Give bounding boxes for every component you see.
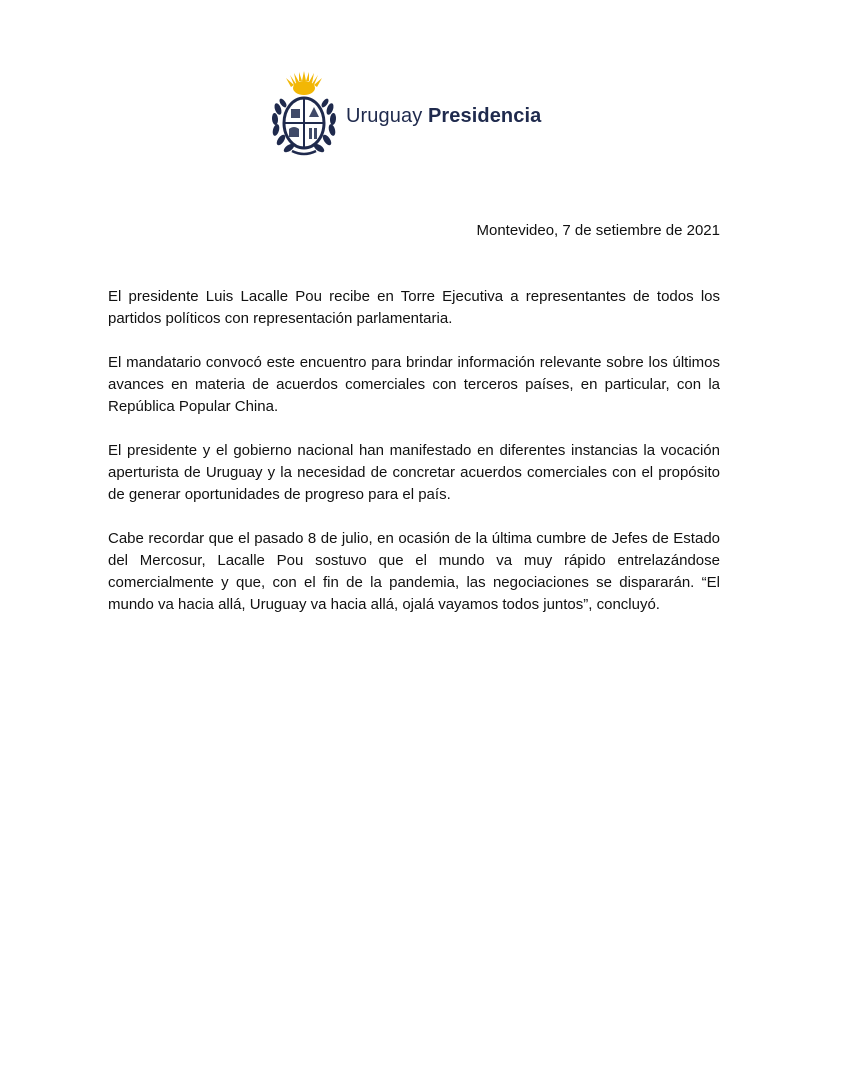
paragraph-2: El mandatario convocó este encuentro para brindar información relevante sobre los últimos avances en materia de acuerdos comerciales con terceros países, en particular, con la República Popular China. xyxy=(108,354,720,415)
brand-name xyxy=(346,105,541,128)
paragraph-1: El presidente Luis Lacalle Pou recibe en Torre Ejecutiva a representantes de todos los partidos políticos con representación parlamentaria. xyxy=(108,288,720,327)
document-date: Montevideo, 7 de setiembre de 2021 xyxy=(476,222,720,239)
paragraph-4: Cabe recordar que el pasado 8 de julio, en ocasión de la última cumbre de Jefes de Estado del Mercosur, Lacalle Pou sostuvo que el mundo va muy rápido entrelazándose comercialmente y que, con el fin de la pandemia, las negociaciones se dispararán. “El mundo va hacia allá, Uruguay va hacia allá, ojalá vayamos todos juntos”, concluyó. xyxy=(108,530,720,613)
paragraph-3: El presidente y el gobierno nacional han manifestado en diferentes instancias la vocación aperturista de Uruguay y la necesidad de concretar acuerdos comerciales con el propósito de generar oportunidades de progreso para el país. xyxy=(108,442,720,503)
document-body xyxy=(108,286,720,638)
letterhead xyxy=(268,68,541,158)
brand-name-bold: Presidencia xyxy=(427,104,542,127)
uruguay-coat-of-arms-icon xyxy=(268,69,340,157)
brand-name-light: Uruguay xyxy=(346,104,423,127)
